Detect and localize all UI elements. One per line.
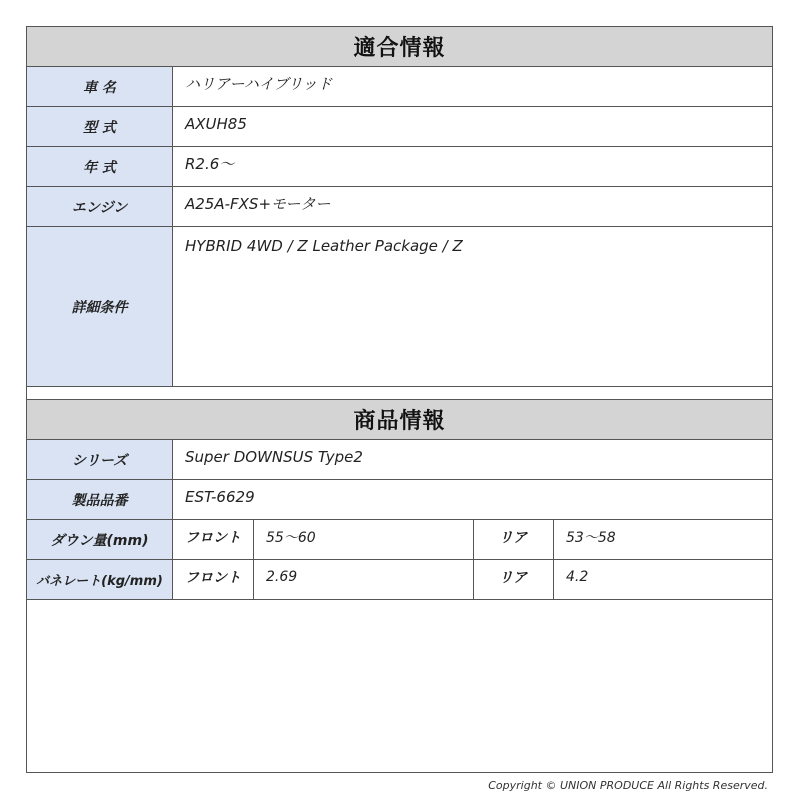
model-year-value: R2.6～	[185, 155, 235, 173]
part-number-value: EST-6629	[185, 487, 255, 506]
model-year-label: 年 式	[27, 147, 173, 186]
spring-rear-divider	[553, 560, 554, 599]
spring-front-value: 2.69	[266, 568, 298, 585]
model-code-value: AXUH85	[185, 114, 247, 133]
row-down-amount	[27, 520, 772, 560]
fit-info-header	[27, 27, 772, 67]
spring-front-label: フロント	[185, 569, 241, 586]
spring-mid-divider	[473, 560, 474, 599]
detail-conditions-label: 詳細条件	[27, 227, 173, 386]
down-front-divider	[253, 520, 254, 559]
part-number-label: 製品品番	[27, 480, 173, 519]
engine-value: A25A-FXS+モーター	[185, 195, 331, 213]
row-car-name	[27, 67, 772, 107]
engine-label: エンジン	[27, 187, 173, 226]
down-mid-divider	[473, 520, 474, 559]
series-value: Super DOWNSUS Type2	[185, 447, 363, 466]
row-engine	[27, 187, 772, 227]
copyright-text: Copyright © UNION PRODUCE All Rights Reserved.	[488, 779, 768, 792]
down-amount-label: ダウン量(mm)	[27, 520, 173, 559]
fit-info-title: 適合情報	[353, 36, 446, 61]
row-detail-conditions	[27, 227, 772, 387]
spring-rate-label: バネレート(kg/mm)	[27, 560, 173, 599]
car-name-label: 車 名	[27, 67, 173, 106]
detail-conditions-value: HYBRID 4WD / Z Leather Package / Z	[185, 237, 463, 255]
down-front-value: 55～60	[266, 529, 316, 546]
spring-rear-value: 4.2	[566, 568, 589, 585]
spring-rear-label: リア	[499, 569, 527, 586]
row-part-number	[27, 480, 772, 520]
car-name-value: ハリアーハイブリッド	[185, 75, 333, 93]
row-model-code	[27, 107, 772, 147]
model-code-label: 型 式	[27, 107, 173, 146]
down-front-label: フロント	[185, 529, 241, 546]
row-spring-rate	[27, 560, 772, 600]
series-label: シリーズ	[27, 440, 173, 479]
down-rear-value: 53～58	[566, 529, 616, 546]
row-model-year	[27, 147, 772, 187]
product-info-header	[27, 400, 772, 440]
spring-front-divider	[253, 560, 254, 599]
down-rear-divider	[553, 520, 554, 559]
row-series	[27, 440, 772, 480]
down-rear-label: リア	[499, 529, 527, 546]
product-info-title: 商品情報	[353, 409, 446, 434]
